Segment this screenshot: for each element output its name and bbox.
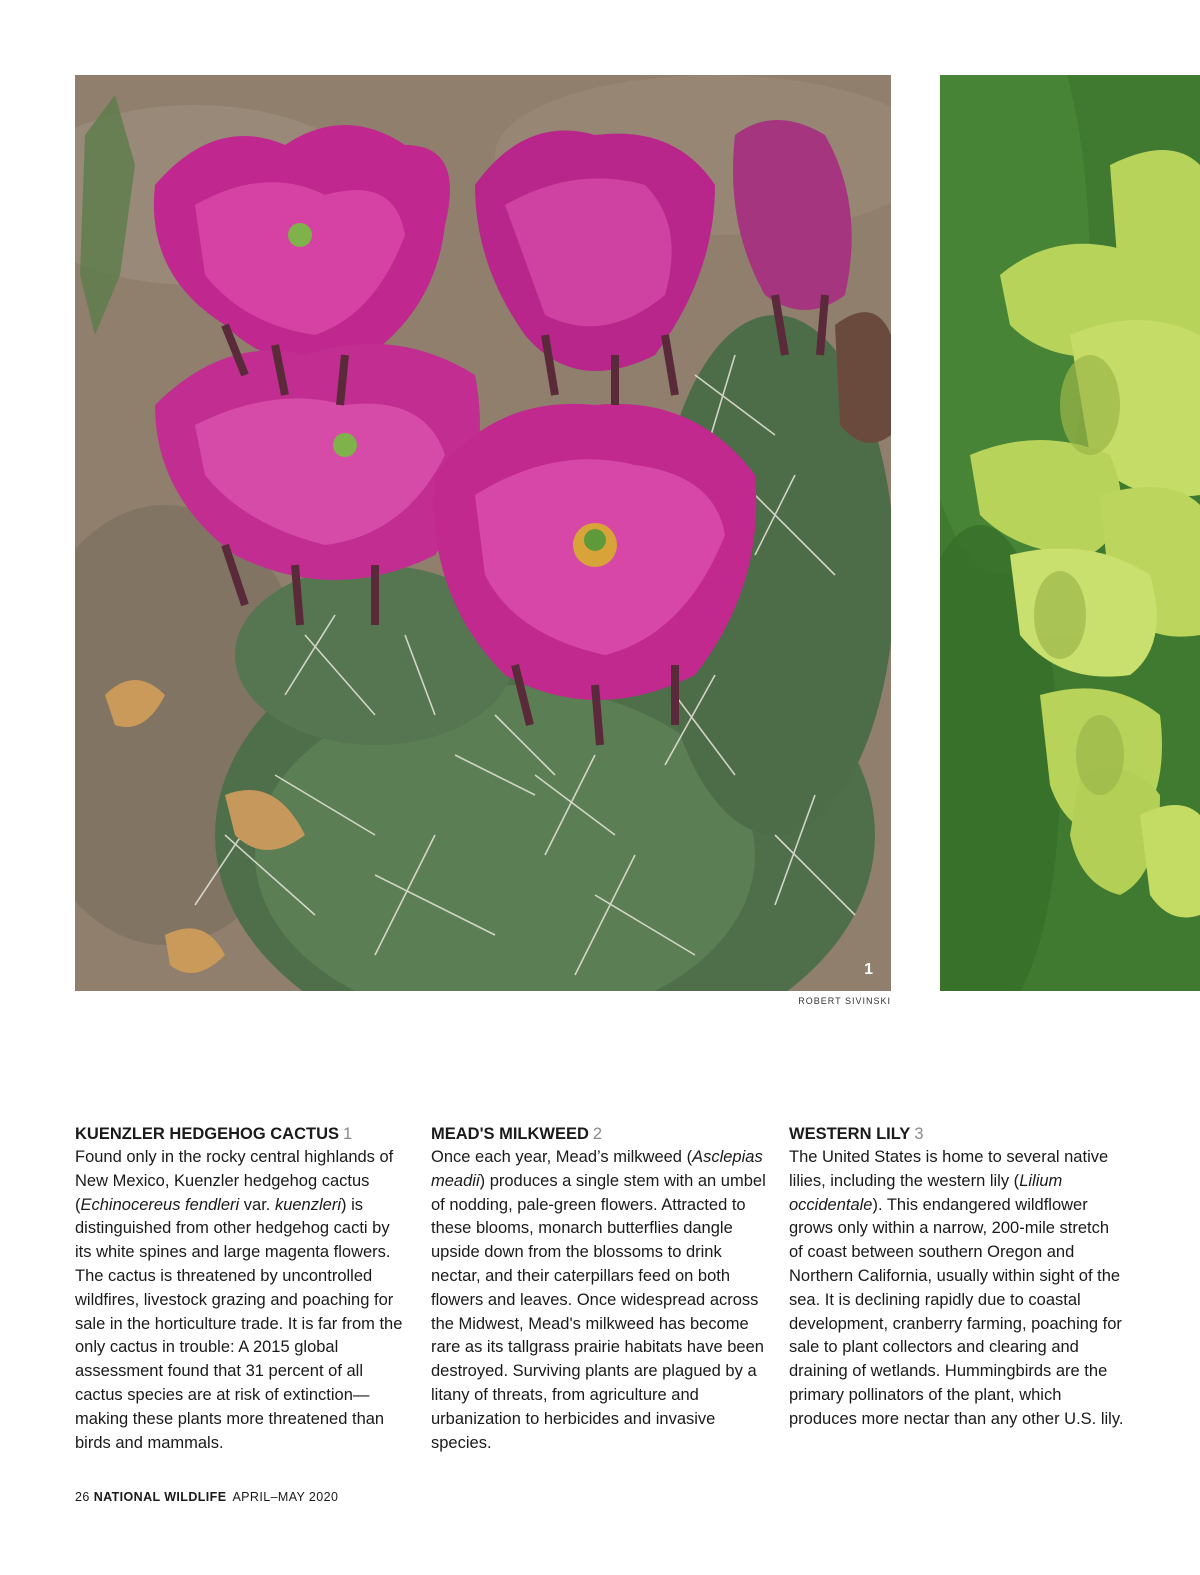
column-body xyxy=(75,1146,410,1455)
body-text: ) is distinguished from other hedgehog cacti by its white spines and large magenta flowers. The cactus is threatened by uncontrolled wildfires, livestock grazing and poaching for sale in the horticulture trade. It is far from the only cactus in trouble: A 2015 global assessment found that 31 percent of all cactus species are at risk of extinction—making these plants more threatened than birds and mammals. xyxy=(75,1195,403,1452)
column-body xyxy=(789,1146,1124,1432)
heading-text: KUENZLER HEDGEHOG CACTUS xyxy=(75,1125,340,1143)
page-number: 26 xyxy=(75,1490,90,1504)
scientific-name: Echinocereus fendleri xyxy=(80,1195,240,1214)
article-column-kuenzler xyxy=(75,1122,410,1455)
column-body xyxy=(431,1146,766,1455)
article-column-meads-milkweed xyxy=(431,1122,766,1455)
photo-credit: ROBERT SIVINSKI xyxy=(798,996,891,1006)
column-heading xyxy=(75,1122,410,1146)
heading-number: 2 xyxy=(592,1125,603,1143)
photo-number-1: 1 xyxy=(864,961,873,978)
page-folio xyxy=(75,1490,338,1504)
body-text: ) produces a single stem with an umbel of nodding, pale-green flowers. Attracted to these blooms, monarch butterflies dangle upside down from the blossoms to drink nectar, and their caterpillars feed on both flowers and leaves. Once widespread across the Midwest, Mead's milkweed has become rare as its tallgrass prairie habitats have been destroyed. Surviving plants are plagued by a litany of threats, from agriculture and urbanization to herbicides and invasive species. xyxy=(431,1171,766,1452)
column-heading xyxy=(431,1122,766,1146)
body-text: Found only in the rocky central highlands of New Mexico, Kuenzler hedgehog cactus ( xyxy=(75,1148,394,1214)
body-text: ). This endangered wildflower grows only within a narrow, 200-mile stretch of coast between southern Oregon and Northern California, usually within sight of the sea. It is declining rapidly due to coastal development, cranberry farming, poaching for sale to plant collectors and clearing and draining of wetlands. Hummingbirds are the primary pollinators of the plant, which produces more nectar than any other U.S. lily. xyxy=(789,1195,1124,1428)
column-heading xyxy=(789,1122,1124,1146)
body-text: The United States is home to several native lilies, including the western lily ( xyxy=(789,1148,1109,1190)
milkweed-photo xyxy=(940,75,1200,991)
cactus-photo xyxy=(75,75,891,991)
cactus-illustration xyxy=(75,75,891,991)
scientific-name: Lilium occidentale xyxy=(789,1171,1063,1214)
heading-text: MEAD'S MILKWEED xyxy=(431,1125,589,1143)
milkweed-illustration xyxy=(940,75,1200,991)
body-text: var. xyxy=(239,1195,275,1214)
heading-text: WESTERN LILY xyxy=(789,1125,911,1143)
issue-date: APRIL–MAY 2020 xyxy=(232,1490,339,1504)
scientific-name: Asclepias meadii xyxy=(431,1148,763,1190)
heading-number: 3 xyxy=(914,1125,924,1143)
heading-number: 1 xyxy=(343,1125,353,1143)
magazine-name: NATIONAL WILDLIFE xyxy=(93,1490,227,1504)
article-column-western-lily xyxy=(789,1122,1124,1432)
body-text: Once each year, Mead’s milkweed ( xyxy=(431,1148,693,1166)
scientific-name: kuenzleri xyxy=(274,1195,341,1214)
